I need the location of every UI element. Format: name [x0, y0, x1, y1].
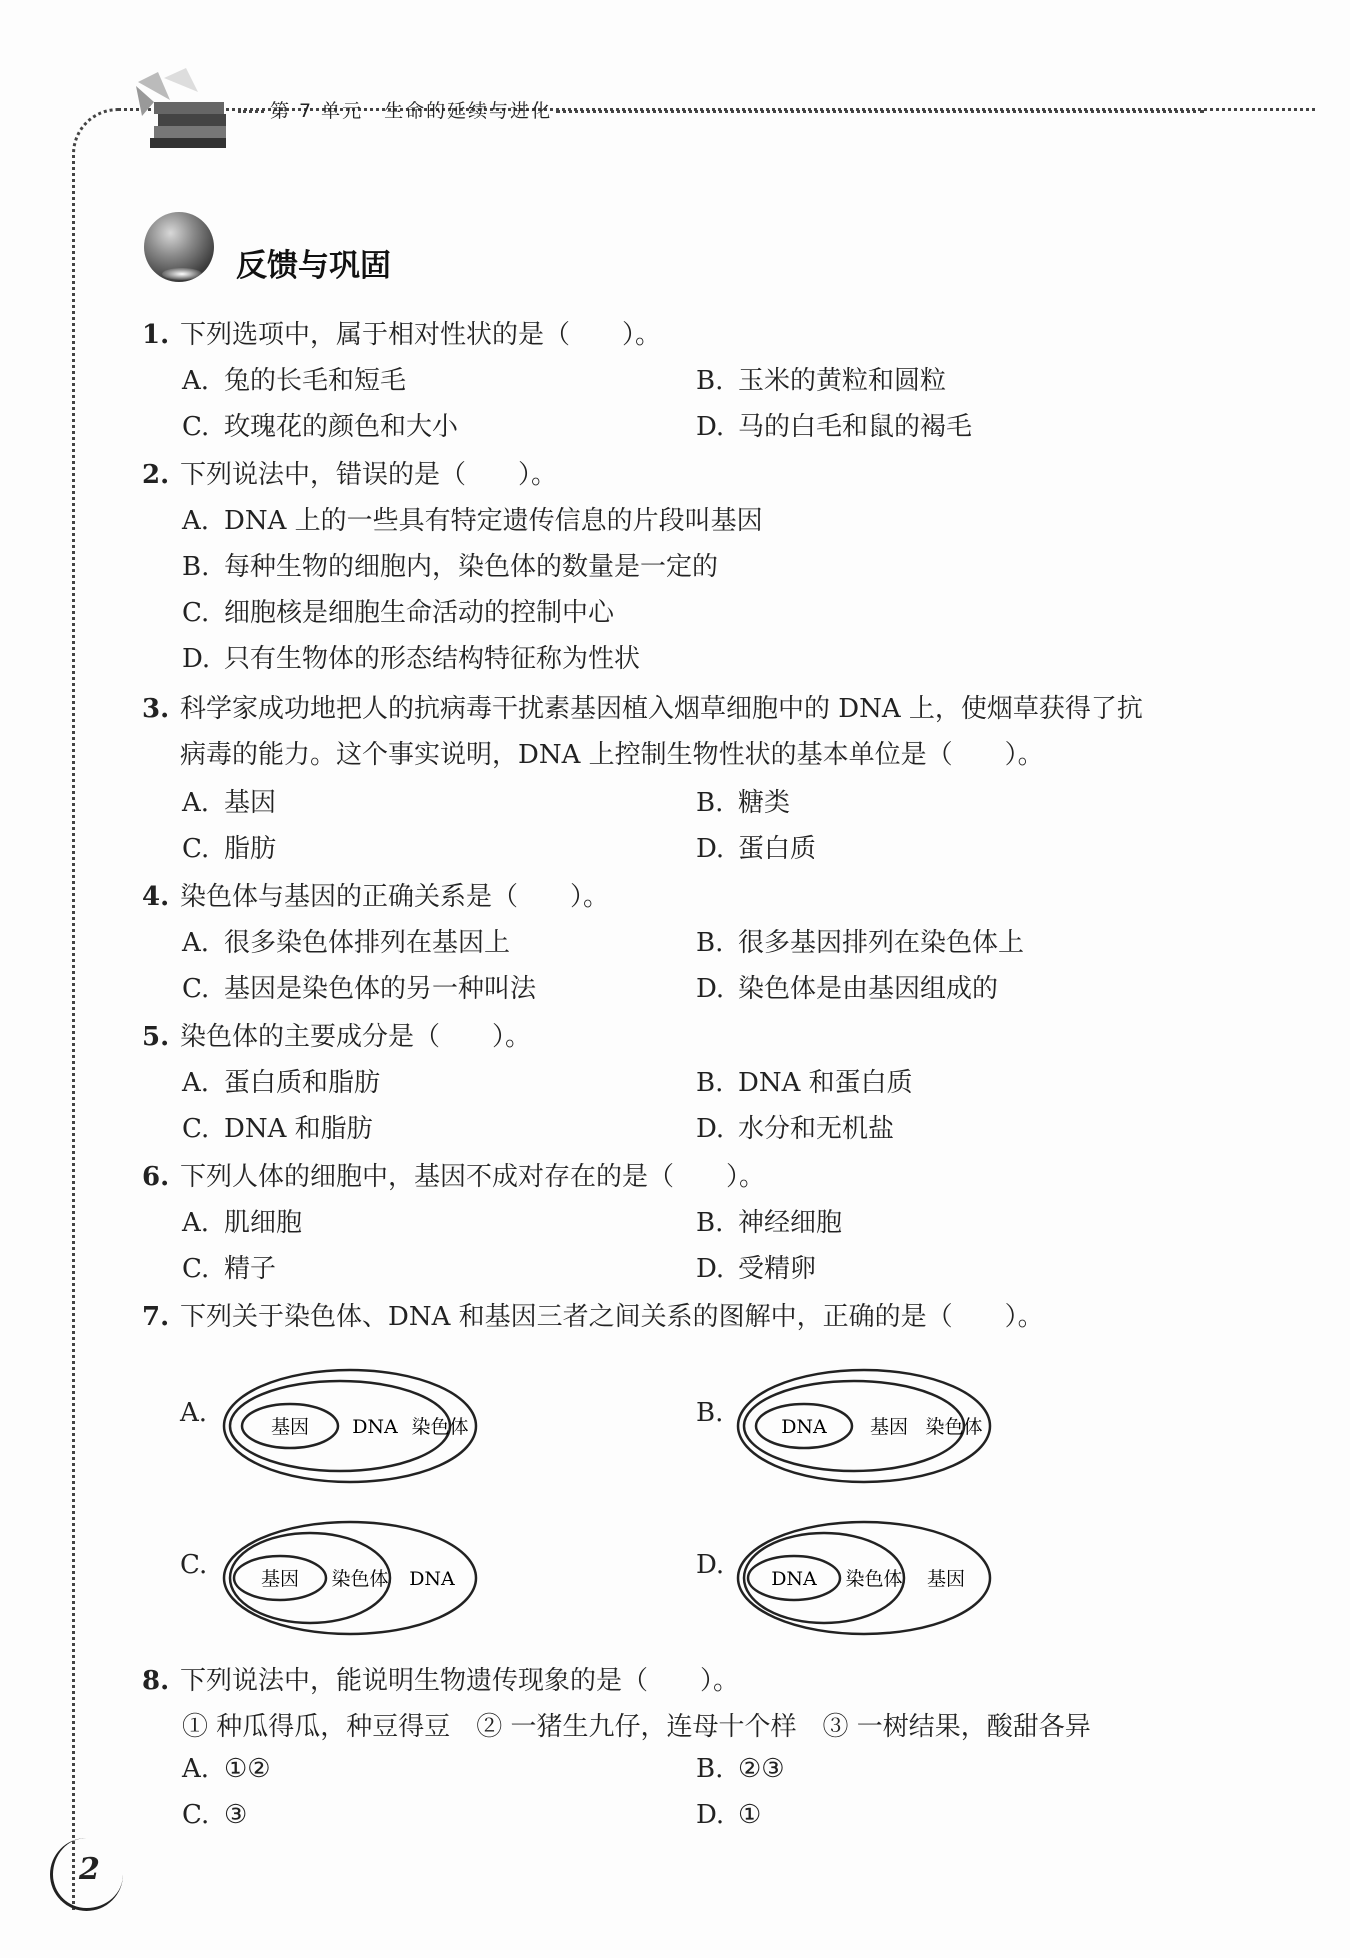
option-3d[interactable]: D. 蛋白质 [696, 834, 817, 864]
option-1b[interactable]: B. 玉米的黄粒和圆粒 [696, 366, 947, 396]
unit-title: 第 7 单元 生命的延续与进化 [270, 100, 553, 122]
diagram-b-inner-label: DNA [781, 1416, 827, 1438]
diagram-b-letter[interactable]: B. [696, 1398, 724, 1428]
option-1a[interactable]: A. 兔的长毛和短毛 [182, 366, 407, 396]
option-2d[interactable]: D. 只有生物体的形态结构特征称为性状 [182, 644, 641, 674]
diagram-a-middle-label: DNA [352, 1416, 398, 1438]
option-5d[interactable]: D. 水分和无机盐 [696, 1114, 895, 1144]
diagram-c-letter[interactable]: C. [180, 1550, 208, 1580]
option-6c[interactable]: C. 精子 [182, 1254, 277, 1284]
option-6b[interactable]: B. 神经细胞 [696, 1208, 843, 1238]
header-dotted-rule [556, 110, 1204, 113]
diagram-a[interactable] [220, 1366, 480, 1486]
diagram-c-middle-label: 染色体 [331, 1568, 389, 1590]
question-7: 7. 下列关于染色体、DNA 和基因三者之间关系的图解中，正确的是（ ）。 [142, 1302, 1044, 1332]
option-5c[interactable]: C. DNA 和脂肪 [182, 1114, 373, 1144]
diagram-b-outer-label: 染色体 [925, 1416, 983, 1438]
page-number: 2 [50, 1838, 123, 1911]
question-8: 8. 下列说法中，能说明生物遗传现象的是（ ）。 [142, 1666, 740, 1696]
diagram-d-middle-label: 染色体 [845, 1568, 903, 1590]
diagram-d-inner-label: DNA [771, 1568, 817, 1590]
question-6: 6. 下列人体的细胞中，基因不成对存在的是（ ）。 [142, 1162, 766, 1192]
option-4d[interactable]: D. 染色体是由基因组成的 [696, 974, 999, 1004]
question-3: 3. 科学家成功地把人的抗病毒干扰素基因植入烟草细胞中的 DNA 上，使烟草获得了抗 [142, 694, 1143, 724]
option-1d[interactable]: D. 马的白毛和鼠的褐毛 [696, 412, 973, 442]
question-4: 4. 染色体与基因的正确关系是（ ）。 [142, 882, 610, 912]
diagram-a-outer-label: 染色体 [411, 1416, 469, 1438]
option-2a[interactable]: A. DNA 上的一些具有特定遗传信息的片段叫基因 [182, 506, 763, 536]
option-4c[interactable]: C. 基因是染色体的另一种叫法 [182, 974, 537, 1004]
diagram-b-middle-label: 基因 [869, 1416, 909, 1438]
option-4a[interactable]: A. 很多染色体排列在基因上 [182, 928, 511, 958]
option-8c[interactable]: C. ③ [182, 1800, 248, 1830]
diagram-c[interactable] [220, 1518, 480, 1638]
globe-icon [144, 212, 214, 282]
question-8-statements: ① 种瓜得瓜，种豆得豆 ② 一猪生九仔，连母十个样 ③ 一树结果，酸甜各异 [182, 1712, 1091, 1742]
option-3a[interactable]: A. 基因 [182, 788, 277, 818]
diagram-a-letter[interactable]: A. [180, 1398, 208, 1428]
question-2: 2. 下列说法中，错误的是（ ）。 [142, 460, 558, 490]
diagram-b[interactable] [734, 1366, 994, 1486]
book-stack-icon [128, 62, 238, 152]
option-4b[interactable]: B. 很多基因排列在染色体上 [696, 928, 1025, 958]
option-1c[interactable]: C. 玫瑰花的颜色和大小 [182, 412, 459, 442]
diagram-d-letter[interactable]: D. [696, 1550, 725, 1580]
option-8b[interactable]: B. ②③ [696, 1754, 785, 1784]
option-6a[interactable]: A. 肌细胞 [182, 1208, 303, 1238]
header-dotted-rule [238, 110, 264, 113]
question-5: 5. 染色体的主要成分是（ ）。 [142, 1022, 532, 1052]
option-5a[interactable]: A. 蛋白质和脂肪 [182, 1068, 381, 1098]
option-5b[interactable]: B. DNA 和蛋白质 [696, 1068, 913, 1098]
option-6d[interactable]: D. 受精卵 [696, 1254, 817, 1284]
diagram-c-outer-label: DNA [409, 1568, 455, 1590]
option-8a[interactable]: A. ①② [182, 1754, 271, 1784]
option-8d[interactable]: D. ① [696, 1800, 762, 1830]
section-title: 反馈与巩固 [236, 248, 391, 284]
diagram-d[interactable] [734, 1518, 994, 1638]
question-3-continued: 病毒的能力。这个事实说明，DNA 上控制生物性状的基本单位是（ ）。 [180, 740, 1044, 770]
question-1: 1. 下列选项中，属于相对性状的是（ ）。 [142, 320, 662, 350]
option-3b[interactable]: B. 糖类 [696, 788, 791, 818]
option-2c[interactable]: C. 细胞核是细胞生命活动的控制中心 [182, 598, 615, 628]
option-2b[interactable]: B. 每种生物的细胞内，染色体的数量是一定的 [182, 552, 719, 582]
option-3c[interactable]: C. 脂肪 [182, 834, 277, 864]
diagram-d-outer-label: 基因 [926, 1568, 966, 1590]
diagram-c-inner-label: 基因 [260, 1568, 300, 1590]
diagram-a-inner-label: 基因 [270, 1416, 310, 1438]
